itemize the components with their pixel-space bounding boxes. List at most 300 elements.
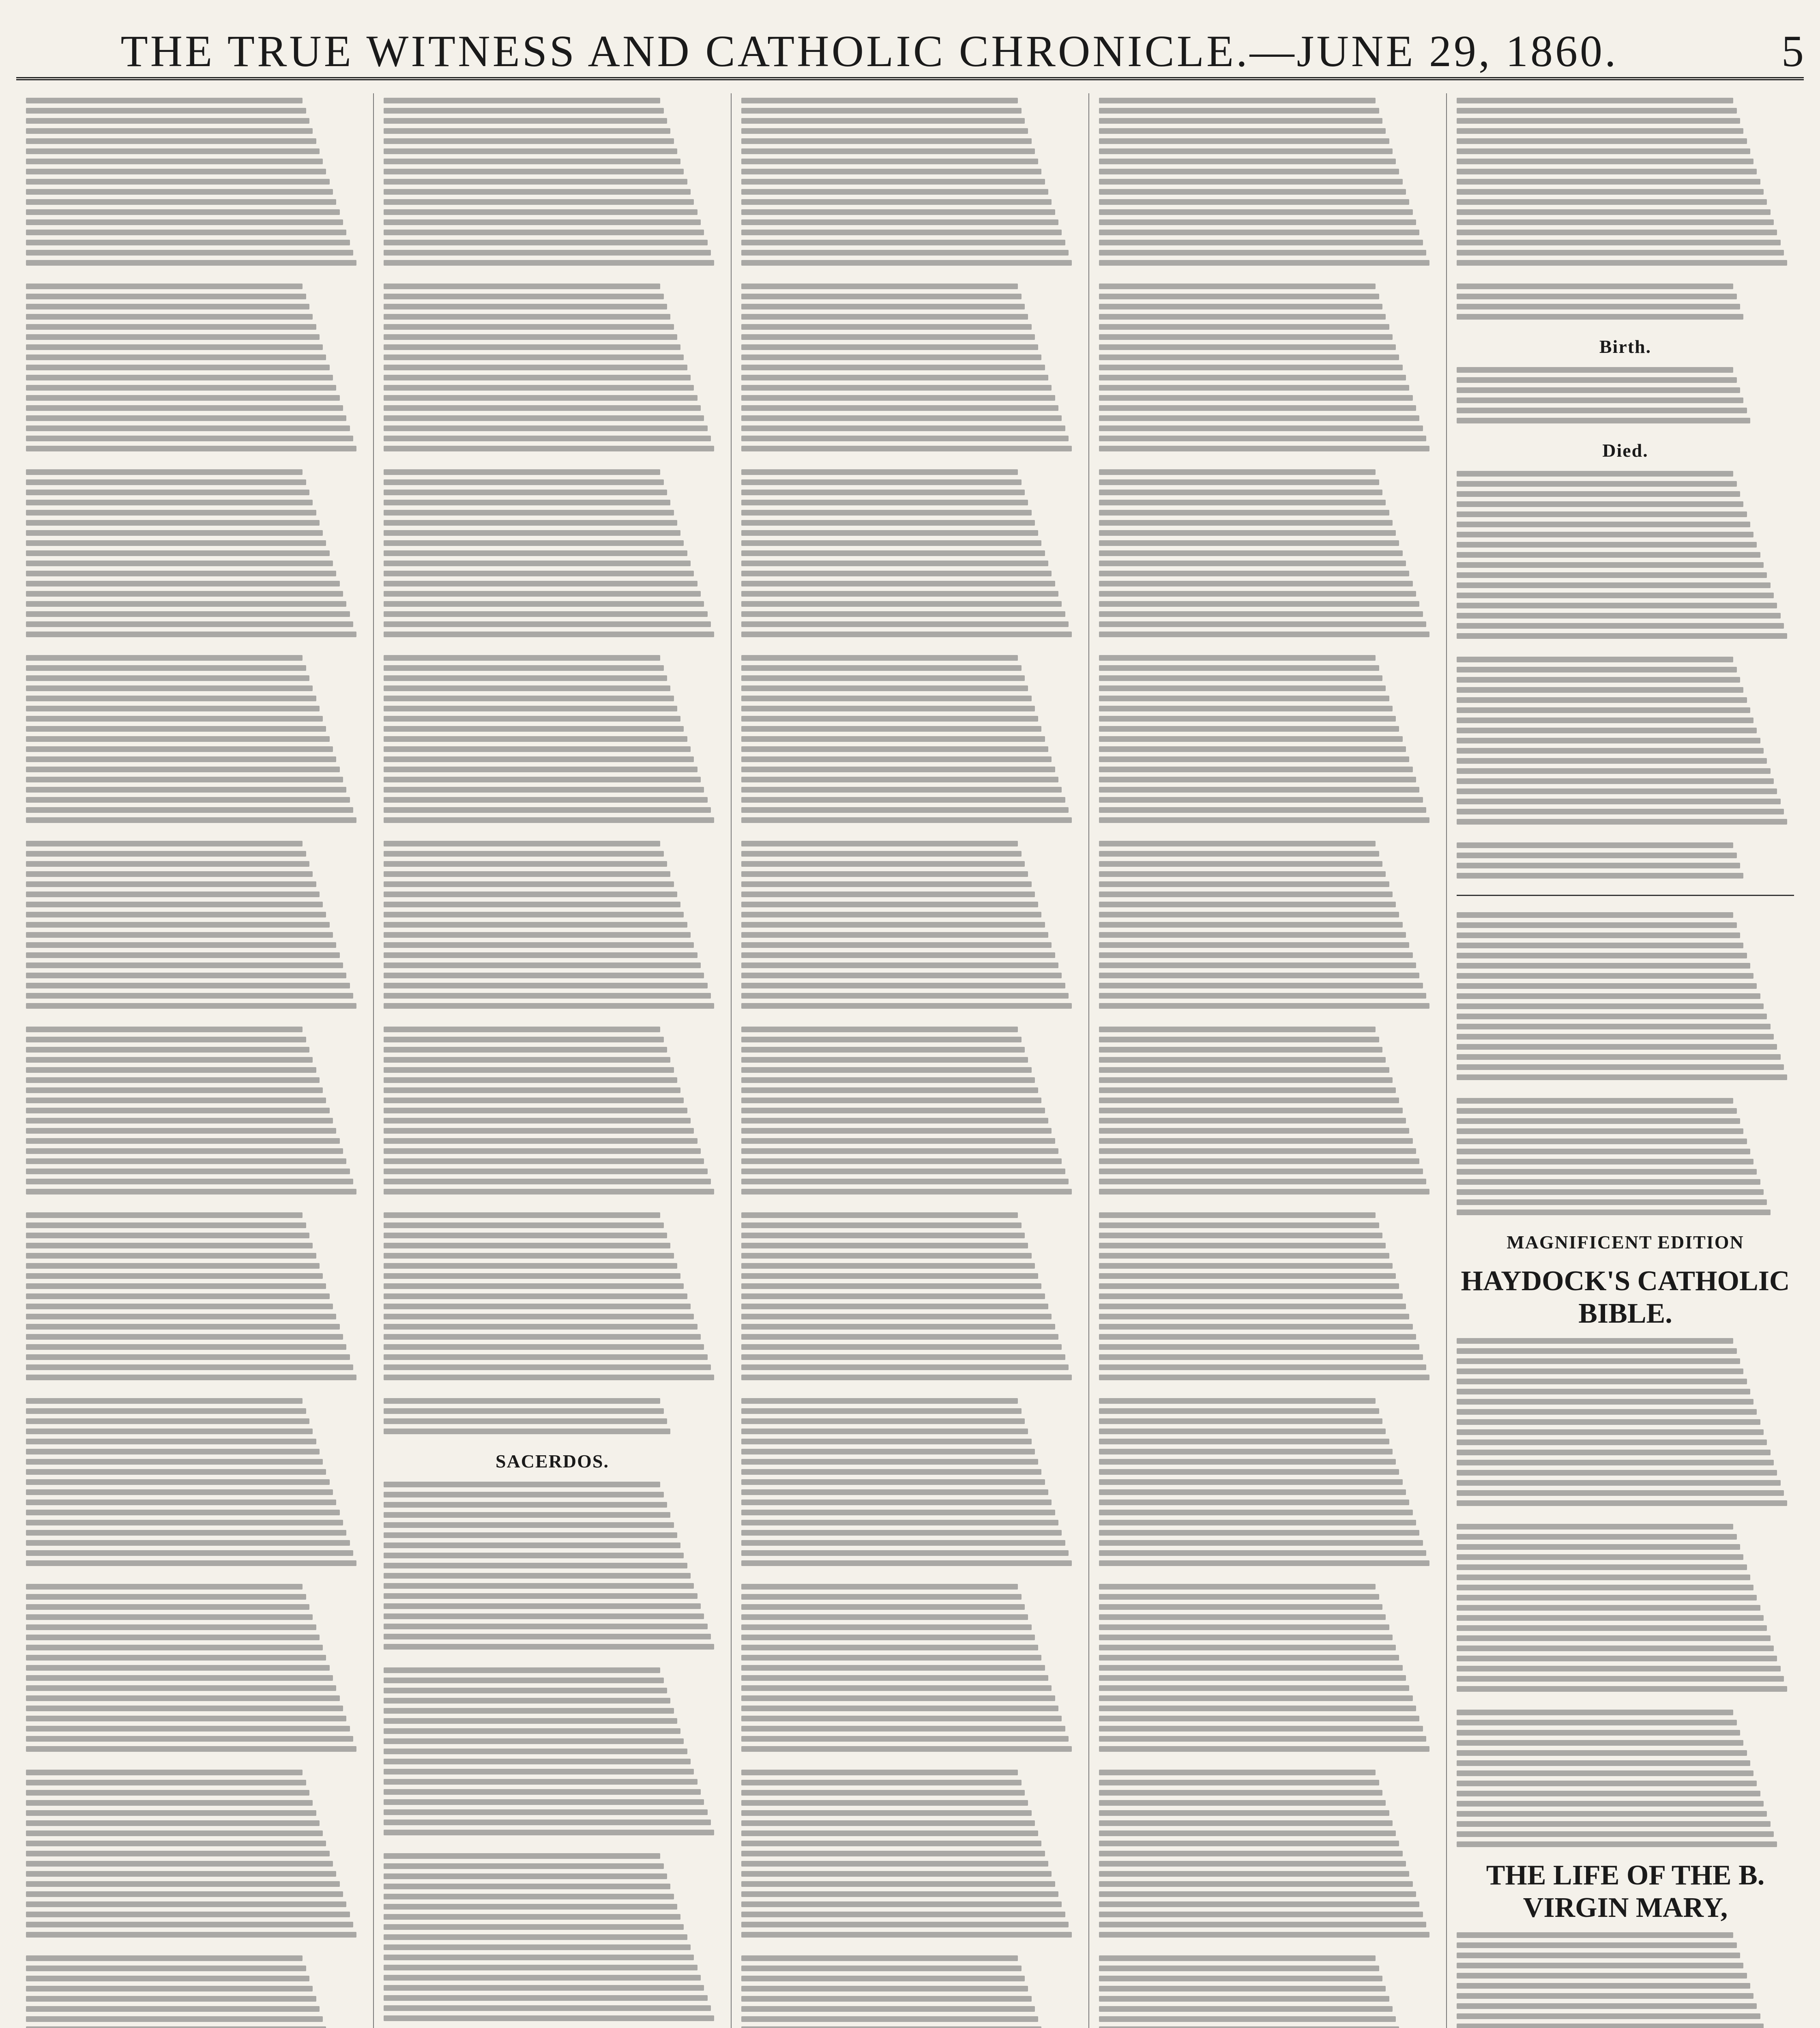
text-line bbox=[741, 1996, 1032, 2002]
text-line bbox=[741, 1881, 1055, 1887]
text-line bbox=[741, 1375, 1072, 1380]
text-line bbox=[384, 169, 684, 174]
text-line bbox=[26, 706, 320, 711]
text-line bbox=[384, 993, 711, 999]
text-line bbox=[1457, 1159, 1753, 1164]
text-line bbox=[26, 1891, 343, 1897]
text-line bbox=[1457, 1054, 1781, 1060]
text-line bbox=[1099, 621, 1426, 627]
text-line bbox=[1099, 479, 1379, 485]
text-line bbox=[384, 665, 664, 671]
text-line bbox=[384, 1087, 680, 1093]
text-line bbox=[384, 1603, 701, 1609]
text-line bbox=[26, 655, 303, 661]
text-line bbox=[26, 1560, 356, 1566]
text-line bbox=[384, 1624, 708, 1629]
text-line bbox=[26, 270, 363, 279]
text-line bbox=[26, 881, 316, 887]
text-line bbox=[1099, 1148, 1416, 1154]
text-line bbox=[1099, 550, 1403, 556]
text-line bbox=[1457, 408, 1747, 413]
text-line bbox=[384, 179, 687, 185]
text-line bbox=[1457, 687, 1743, 693]
text-line bbox=[1457, 1635, 1771, 1641]
masthead bbox=[16, 16, 1804, 80]
text-line bbox=[384, 1553, 684, 1558]
text-line bbox=[26, 642, 363, 651]
text-line bbox=[384, 1934, 687, 1940]
column-5 bbox=[1447, 93, 1804, 2028]
text-line bbox=[1457, 943, 1743, 948]
text-line bbox=[1457, 159, 1753, 164]
text-line bbox=[741, 1324, 1055, 1330]
text-line bbox=[741, 128, 1028, 134]
text-line bbox=[384, 108, 664, 114]
text-line bbox=[1099, 1314, 1409, 1319]
text-line bbox=[384, 716, 680, 722]
text-line bbox=[1099, 1726, 1423, 1732]
text-line bbox=[1099, 746, 1406, 752]
text-line bbox=[26, 871, 313, 877]
text-line bbox=[1457, 387, 1740, 393]
text-line bbox=[26, 591, 343, 597]
text-line bbox=[1099, 1418, 1382, 1424]
text-line bbox=[384, 932, 691, 938]
text-line bbox=[1457, 697, 1747, 703]
text-line bbox=[1099, 1087, 1396, 1093]
text-line bbox=[741, 1199, 1079, 1208]
text-line bbox=[741, 1253, 1032, 1259]
text-line bbox=[1457, 788, 1777, 794]
text-line bbox=[26, 395, 340, 401]
text-line bbox=[26, 294, 306, 299]
text-line bbox=[384, 1975, 701, 1981]
text-line bbox=[1099, 1560, 1429, 1566]
text-line bbox=[1099, 952, 1413, 958]
text-line bbox=[1457, 189, 1764, 195]
text-line bbox=[26, 1138, 340, 1144]
text-line bbox=[1099, 892, 1393, 897]
text-line bbox=[1457, 582, 1771, 588]
text-line bbox=[26, 260, 356, 266]
text-line bbox=[26, 851, 306, 857]
text-line bbox=[26, 1283, 326, 1289]
text-line bbox=[741, 395, 1055, 401]
text-line bbox=[1099, 159, 1396, 164]
text-line bbox=[741, 1756, 1079, 1765]
text-line bbox=[1457, 240, 1781, 245]
text-line bbox=[384, 1863, 664, 1869]
text-line bbox=[26, 425, 350, 431]
text-line bbox=[1457, 1993, 1753, 1999]
text-line bbox=[384, 304, 667, 309]
text-line bbox=[26, 902, 323, 907]
text-line bbox=[741, 520, 1035, 526]
text-line bbox=[384, 1894, 674, 1899]
text-line bbox=[741, 685, 1028, 691]
text-line bbox=[26, 922, 330, 928]
text-line bbox=[741, 219, 1058, 225]
text-line bbox=[1457, 809, 1784, 814]
text-line bbox=[1099, 827, 1436, 836]
text-line bbox=[1099, 1922, 1426, 1927]
text-line bbox=[741, 1263, 1035, 1269]
text-line bbox=[26, 1479, 330, 1485]
text-line bbox=[741, 1966, 1022, 1971]
column-2 bbox=[374, 93, 732, 2028]
text-line bbox=[1457, 932, 1740, 938]
text-line bbox=[741, 993, 1069, 999]
text-line bbox=[1099, 169, 1399, 174]
text-line bbox=[1457, 778, 1774, 784]
text-line bbox=[741, 250, 1069, 256]
text-line bbox=[384, 1830, 714, 1835]
text-line bbox=[741, 706, 1035, 711]
text-line bbox=[741, 861, 1025, 867]
text-line bbox=[741, 1067, 1032, 1073]
text-line bbox=[741, 1820, 1035, 1826]
text-line bbox=[1457, 1932, 1733, 1938]
text-line bbox=[1457, 633, 1787, 639]
text-line bbox=[1099, 861, 1382, 867]
text-line bbox=[1099, 1253, 1389, 1259]
text-line bbox=[26, 1449, 320, 1454]
text-line bbox=[741, 365, 1045, 370]
text-line bbox=[384, 1398, 660, 1404]
text-line bbox=[384, 2005, 711, 2011]
text-line bbox=[1457, 250, 1784, 256]
text-line bbox=[741, 571, 1052, 576]
text-line bbox=[384, 952, 698, 958]
text-line bbox=[741, 1408, 1022, 1414]
text-line bbox=[1099, 138, 1389, 144]
text-line bbox=[1099, 1118, 1406, 1124]
text-line bbox=[26, 756, 336, 762]
text-line bbox=[26, 1820, 320, 1826]
text-line bbox=[1099, 294, 1379, 299]
text-line bbox=[741, 1770, 1018, 1775]
text-line bbox=[384, 189, 691, 195]
text-line bbox=[384, 1158, 704, 1164]
text-line bbox=[26, 632, 356, 637]
text-line bbox=[384, 334, 677, 340]
text-line bbox=[384, 1067, 674, 1073]
text-line bbox=[741, 1013, 1079, 1022]
text-line bbox=[1099, 1770, 1376, 1775]
text-line bbox=[741, 1726, 1065, 1732]
text-line bbox=[741, 851, 1022, 857]
magnificent-heading: MAGNIFICENT EDITION bbox=[1507, 1232, 1744, 1252]
text-line bbox=[1457, 738, 1760, 743]
text-line bbox=[384, 1512, 670, 1518]
text-line bbox=[1099, 1263, 1393, 1269]
text-line bbox=[741, 1614, 1028, 1620]
text-line bbox=[1457, 128, 1743, 134]
text-line bbox=[741, 1922, 1069, 1927]
text-line bbox=[1099, 1996, 1389, 2002]
text-line bbox=[1099, 490, 1382, 495]
text-line bbox=[384, 284, 660, 289]
text-line bbox=[741, 817, 1072, 823]
text-line bbox=[384, 1037, 664, 1042]
text-line bbox=[1457, 1750, 1747, 1756]
text-line bbox=[26, 1169, 350, 1174]
text-line bbox=[741, 1695, 1055, 1701]
text-line bbox=[26, 1398, 303, 1404]
text-line bbox=[384, 736, 687, 742]
text-line bbox=[1099, 1334, 1416, 1340]
text-line bbox=[741, 1057, 1028, 1063]
text-line bbox=[1457, 1524, 1733, 1530]
text-line bbox=[1457, 758, 1767, 764]
text-line bbox=[1457, 853, 1737, 858]
text-line bbox=[741, 1418, 1025, 1424]
text-line bbox=[384, 490, 667, 495]
text-line bbox=[1457, 1760, 1750, 1766]
text-line bbox=[741, 952, 1055, 958]
text-line bbox=[26, 1385, 363, 1394]
text-line bbox=[1457, 284, 1733, 289]
text-line bbox=[741, 1665, 1045, 1671]
text-line bbox=[26, 1584, 303, 1590]
text-line bbox=[26, 375, 333, 380]
text-line bbox=[384, 469, 660, 475]
text-line bbox=[26, 1655, 326, 1661]
text-line bbox=[26, 2016, 323, 2022]
text-line bbox=[1457, 138, 1747, 144]
text-line bbox=[384, 797, 708, 803]
text-line bbox=[384, 1492, 664, 1497]
text-line bbox=[1099, 1530, 1419, 1536]
text-line bbox=[26, 1966, 306, 1971]
text-line bbox=[1457, 1169, 1757, 1175]
text-line bbox=[1457, 1696, 1794, 1705]
text-line bbox=[1099, 436, 1426, 441]
text-line bbox=[384, 395, 698, 401]
text-line bbox=[741, 1344, 1062, 1350]
text-line bbox=[26, 1003, 356, 1009]
text-line bbox=[26, 169, 326, 174]
text-line bbox=[384, 1965, 698, 1970]
text-line bbox=[741, 2006, 1035, 2012]
text-line bbox=[1099, 601, 1419, 607]
text-line bbox=[26, 1685, 336, 1691]
text-line bbox=[741, 1746, 1072, 1752]
text-line bbox=[1457, 1179, 1760, 1185]
text-line bbox=[26, 973, 346, 978]
text-line bbox=[26, 685, 313, 691]
text-line bbox=[384, 354, 684, 360]
text-line bbox=[1099, 108, 1379, 114]
text-line bbox=[384, 1293, 687, 1299]
text-line bbox=[1099, 655, 1376, 661]
text-line bbox=[741, 1293, 1045, 1299]
text-line bbox=[1099, 817, 1429, 823]
text-line bbox=[1457, 1973, 1747, 1979]
text-line bbox=[1099, 385, 1409, 391]
text-line bbox=[26, 746, 333, 752]
text-line bbox=[26, 1861, 333, 1867]
text-line bbox=[1457, 1554, 1743, 1560]
text-line bbox=[741, 675, 1025, 681]
text-line bbox=[1457, 1740, 1743, 1746]
text-line bbox=[26, 1429, 313, 1434]
text-line bbox=[1457, 1841, 1777, 1847]
text-line bbox=[26, 861, 309, 867]
text-line bbox=[741, 1540, 1065, 1546]
text-line bbox=[1099, 1479, 1403, 1485]
text-line bbox=[26, 787, 346, 793]
text-line bbox=[741, 1780, 1022, 1785]
text-line bbox=[741, 827, 1079, 836]
text-line bbox=[26, 1199, 363, 1208]
text-line bbox=[1457, 922, 1737, 928]
text-line bbox=[741, 1685, 1052, 1691]
text-line bbox=[26, 1624, 316, 1630]
text-line bbox=[741, 385, 1052, 391]
text-line bbox=[1099, 446, 1429, 451]
text-line bbox=[1457, 1118, 1740, 1124]
text-line bbox=[384, 1314, 694, 1319]
text-line bbox=[384, 550, 687, 556]
text-line bbox=[26, 675, 309, 681]
text-line bbox=[26, 601, 346, 607]
text-line bbox=[741, 1530, 1062, 1536]
text-line bbox=[26, 1871, 336, 1877]
text-line bbox=[384, 260, 714, 266]
text-line bbox=[1099, 230, 1419, 235]
text-line bbox=[1457, 1450, 1771, 1455]
text-line bbox=[741, 1584, 1018, 1590]
text-line bbox=[741, 1901, 1062, 1907]
text-line bbox=[741, 118, 1025, 124]
text-line bbox=[26, 98, 303, 103]
text-line bbox=[1457, 2024, 1764, 2028]
text-block bbox=[384, 98, 721, 1434]
text-line bbox=[1099, 1901, 1419, 1907]
text-line bbox=[741, 892, 1035, 897]
text-line bbox=[1457, 511, 1747, 517]
text-line bbox=[1457, 377, 1737, 383]
text-line bbox=[384, 1634, 711, 1639]
text-line bbox=[1099, 1489, 1406, 1495]
text-line bbox=[1457, 1014, 1767, 1019]
text-line bbox=[1457, 230, 1777, 235]
text-line bbox=[1099, 1273, 1396, 1279]
text-line bbox=[741, 841, 1018, 846]
text-line bbox=[26, 1800, 313, 1806]
text-line bbox=[26, 1263, 320, 1269]
text-line bbox=[741, 1354, 1065, 1360]
text-line bbox=[384, 1408, 664, 1414]
text-line bbox=[384, 1799, 704, 1805]
text-block bbox=[1457, 912, 1794, 1215]
text-line bbox=[741, 601, 1062, 607]
text-line bbox=[1099, 1067, 1389, 1073]
text-line bbox=[26, 1530, 346, 1536]
text-line bbox=[1457, 532, 1753, 537]
text-line bbox=[1099, 696, 1389, 701]
text-line bbox=[26, 797, 350, 803]
text-line bbox=[741, 797, 1065, 803]
text-line bbox=[741, 425, 1065, 431]
text-line bbox=[1099, 1756, 1436, 1765]
text-line bbox=[1099, 1243, 1386, 1248]
text-line bbox=[741, 1222, 1022, 1228]
text-line bbox=[1099, 1635, 1393, 1640]
text-line bbox=[1457, 179, 1760, 185]
text-line bbox=[1099, 1550, 1426, 1556]
text-line bbox=[26, 1128, 336, 1134]
text-line bbox=[384, 1169, 708, 1174]
text-line bbox=[26, 219, 343, 225]
text-line bbox=[1099, 375, 1406, 380]
text-line bbox=[1457, 1209, 1771, 1215]
text-line bbox=[384, 1283, 684, 1289]
text-line bbox=[384, 1199, 721, 1208]
text-line bbox=[1099, 1881, 1413, 1887]
text-line bbox=[741, 1489, 1048, 1495]
text-line bbox=[26, 1736, 353, 1742]
text-line bbox=[384, 1385, 721, 1394]
text-line bbox=[1099, 1098, 1399, 1103]
text-line bbox=[26, 581, 340, 586]
text-line bbox=[26, 1665, 330, 1671]
text-line bbox=[26, 1334, 343, 1340]
text-line bbox=[741, 746, 1048, 752]
text-line bbox=[741, 199, 1052, 205]
text-line bbox=[384, 807, 711, 813]
text-line bbox=[1457, 1044, 1777, 1050]
text-line bbox=[1099, 118, 1382, 124]
text-line bbox=[1457, 1379, 1747, 1384]
text-line bbox=[1099, 1891, 1416, 1897]
text-line bbox=[26, 1986, 313, 1991]
text-line bbox=[1457, 1389, 1750, 1394]
text-line bbox=[384, 1003, 714, 1009]
text-line bbox=[1099, 1375, 1429, 1380]
text-block bbox=[1099, 98, 1436, 2028]
text-line bbox=[26, 665, 306, 671]
text-line bbox=[384, 942, 694, 948]
text-line bbox=[384, 1212, 660, 1218]
text-line bbox=[384, 1179, 711, 1184]
text-line bbox=[26, 1253, 316, 1259]
text-line bbox=[384, 159, 680, 164]
text-line bbox=[384, 1502, 667, 1508]
text-line bbox=[26, 1716, 346, 1721]
text-line bbox=[384, 1678, 664, 1683]
text-line bbox=[384, 1077, 677, 1083]
text-line bbox=[1457, 542, 1757, 548]
text-line bbox=[741, 1037, 1022, 1042]
text-line bbox=[1099, 415, 1419, 421]
text-line bbox=[26, 540, 326, 546]
text-line bbox=[1457, 677, 1740, 683]
text-line bbox=[26, 1047, 309, 1053]
text-line bbox=[1099, 304, 1382, 309]
text-line bbox=[1099, 685, 1386, 691]
text-line bbox=[741, 1932, 1072, 1938]
text-line bbox=[741, 1570, 1079, 1579]
text-line bbox=[741, 510, 1032, 516]
text-line bbox=[384, 881, 674, 887]
text-line bbox=[1457, 1676, 1784, 1682]
text-line bbox=[1099, 1293, 1403, 1299]
text-line bbox=[1099, 1966, 1379, 1971]
text-line bbox=[384, 642, 721, 651]
text-line bbox=[384, 2015, 714, 2021]
